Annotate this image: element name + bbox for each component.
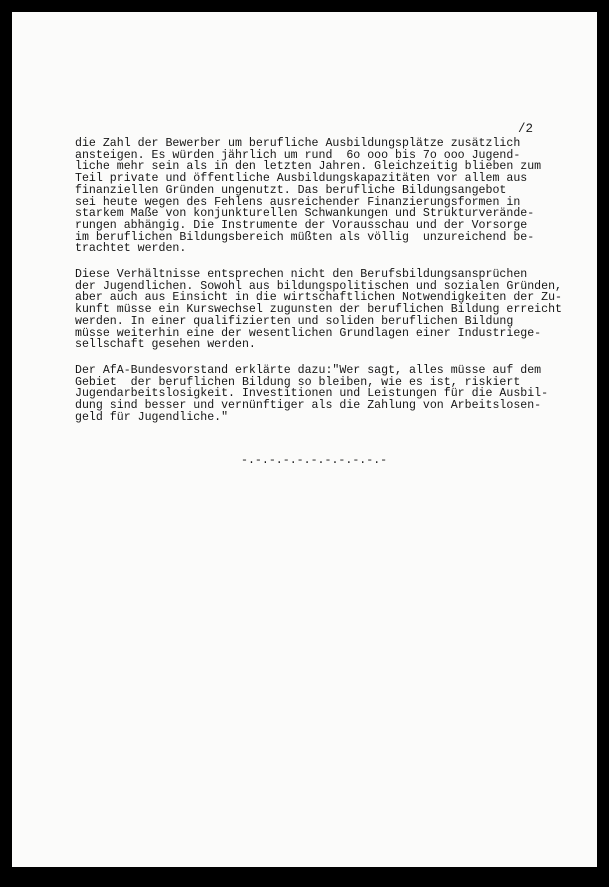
text-line: rungen abhängig. Die Instrumente der Vorausschau und der Vorsorge — [75, 218, 528, 232]
paragraph — [75, 365, 555, 424]
text-line: Teil private und öffentliche Ausbildungskapazitäten vor allem aus — [75, 172, 528, 186]
text-line: trachtet werden. — [75, 242, 187, 256]
text-line: starkem Maße von konjunkturellen Schwankungen und Strukturverände- — [75, 207, 535, 221]
text-line: müsse weiterhin eine der wesentlichen Grundlagen einer Industriege- — [75, 326, 542, 340]
text-line: die Zahl der Bewerber um berufliche Ausbildungsplätze zusätzlich — [75, 137, 521, 150]
text-line: Der AfA-Bundesvorstand erklärte dazu:"Wer sagt, alles müsse auf dem — [75, 363, 542, 377]
text-line: Jugendarbeitslosigkeit. Investitionen und Leistungen für die Ausbil- — [75, 387, 549, 401]
paragraph — [75, 138, 555, 255]
section-divider: -.-.-.-.-.-.-.-.-.-.- — [241, 454, 388, 467]
paragraph — [75, 268, 563, 352]
text-line: Diese Verhältnisse entsprechen nicht den Berufsbildungsansprüchen — [75, 268, 528, 282]
text-line: dung sind besser und vernünftiger als die Zahlung von Arbeitslosen- — [75, 399, 542, 413]
text-line: geld für Jugendliche." — [75, 410, 229, 424]
text-line: finanziellen Gründen ungenutzt. Das berufliche Bildungsangebot — [75, 183, 507, 197]
text-line: liche mehr sein als in den letzten Jahren. Gleichzeitig blieben zum — [75, 160, 542, 174]
text-line: aber auch aus Einsicht in die wirtschaftlichen Notwendigkeiten der Zu- — [75, 291, 563, 305]
text-line: kunft müsse ein Kurswechsel zugunsten der beruflichen Bildung erreicht — [75, 303, 563, 317]
text-line: werden. In einer qualifizierten und soliden beruflichen Bildung — [75, 314, 514, 328]
text-line: im beruflichen Bildungsbereich müßten als völlig unzureichend be- — [75, 230, 535, 244]
text-line: der Jugendlichen. Sowohl aus bildungspolitischen und sozialen Gründen, — [75, 279, 563, 293]
document-page — [12, 12, 597, 867]
text-line: Gebiet der beruflichen Bildung so bleiben, wie es ist, riskiert — [75, 375, 521, 389]
page-number: /2 — [518, 122, 534, 136]
text-line: sei heute wegen des Fehlens ausreichender Finanzierungsformen in — [75, 195, 521, 209]
body-text — [75, 137, 563, 437]
text-line: sellschaft gesehen werden. — [75, 338, 256, 352]
text-line: ansteigen. Es würden jährlich um rund 6o ooo bis 7o ooo Jugend- — [75, 148, 521, 162]
